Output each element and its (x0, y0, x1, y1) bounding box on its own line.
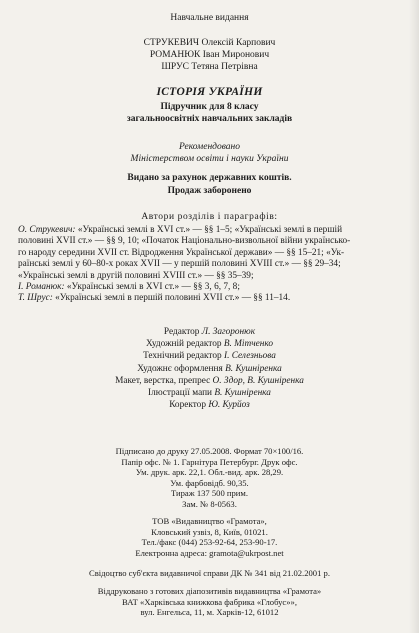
credit-name: В. Кушніренка (214, 388, 271, 399)
print-line: Ум. друк. арк. 22,1. Обл.-вид. арк. 28,29. (135, 467, 284, 478)
author-surname: РОМАНЮК (149, 50, 201, 60)
printing-line: ВАТ «Харківська книжкова фабрика «Глобус»», (122, 596, 297, 607)
credit-name: В. Кушніренка (225, 363, 282, 374)
contribution-line: половині XVII ст.» — §§ 9, 10; «Початок Національно-визвольної війни українсько- (18, 236, 351, 247)
contribution-line (18, 293, 401, 304)
authors-heading: Автори розділів і параграфів: (141, 212, 278, 222)
author-surname: ШРУС (161, 62, 190, 72)
credit-role: Макет, верстка, препрес (115, 375, 213, 386)
book-title: ІСТОРІЯ УКРАЇНИ (156, 86, 263, 98)
printing-line: Віддруковано з готових діапозитивів видавництва «Грамота» (97, 586, 322, 596)
author-line (0, 61, 419, 73)
credit-name: І. Селезньова (224, 351, 276, 362)
publisher-line: Кловський узвіз, 8, Київ, 01021. (151, 526, 268, 537)
book-subtitle (0, 101, 419, 125)
recommendation-line: Міністерством освіти і науки України (130, 154, 289, 164)
print-line: Ум. фарбовідб. 90,35. (170, 477, 249, 488)
recommendation-line: Рекомендовано (179, 142, 240, 152)
printing-house-info (0, 586, 419, 618)
publisher-line: ТОВ «Видавництво «Грамота», (152, 516, 267, 526)
funding-line: Видано за рахунок державних коштів. (127, 173, 292, 183)
contribution-line (18, 282, 401, 293)
print-line: Тираж 137 500 прим. (171, 488, 248, 499)
author-line (0, 49, 419, 61)
print-line: Підписано до друку 27.05.2008. Формат 70×100/16. (115, 446, 304, 456)
contribution-list (18, 225, 401, 305)
page-edge-shadow (409, 0, 419, 633)
contribution-text: «Українські землі в XVI ст.» — §§ 3, 6, 7, 8; (64, 282, 240, 293)
contributor-name: І. Романюк: (18, 282, 65, 293)
credit-line (0, 338, 419, 350)
credit-line (0, 350, 419, 362)
author-line (0, 37, 419, 49)
author-list (0, 37, 419, 73)
author-surname: СТРУКЕВИЧ (143, 38, 200, 48)
editorial-credits (0, 326, 419, 411)
credit-name: Ю. Курйоз (208, 400, 250, 411)
contributor-name: О. Струкевич: (18, 225, 76, 235)
print-details (0, 446, 419, 510)
author-given-name: Іван Миронович (202, 50, 270, 60)
credit-role: Коректор (169, 400, 209, 411)
credit-line (0, 399, 419, 411)
credit-name: Л. Загоронюк (201, 327, 256, 337)
print-line: Папір офс. № 1. Гарнітура Петербург. Друк офс. (121, 456, 298, 467)
contribution-text: «Українські землі в першій половині XVII ст.» — §§ 11–14. (52, 293, 291, 304)
contribution-line: го народу середини XVII ст. Відродження Української держави» — §§ 15–21; «Ук- (18, 247, 345, 258)
credit-name: В. Мітченко (223, 339, 274, 350)
publisher-line: Електронна адреса: gramota@ukrpost.net (135, 547, 284, 558)
print-line: Зам. № 8-0563. (182, 498, 237, 509)
publisher-info (0, 516, 419, 558)
credit-line (0, 387, 419, 399)
subtitle-line: загальноосвітніх навчальних закладів (126, 114, 293, 124)
credit-role: Художній редактор (145, 339, 224, 350)
publisher-certificate: Свідоцтво суб'єкта видавничої справи ДК № 341 від 21.02.2001 р. (89, 568, 330, 578)
contribution-line: «Українські землі в другій половині XVIII ст.» — §§ 35–39; (18, 270, 254, 281)
credit-name: О. Здор, В. Кушніренка (212, 375, 304, 386)
credit-line (0, 363, 419, 375)
author-given-name: Олексій Карпович (201, 38, 276, 48)
recommendation (0, 141, 419, 165)
author-given-name: Тетяна Петрівна (191, 62, 258, 72)
printing-line: вул. Енгельса, 11, м. Харків-12, 61012 (140, 607, 279, 618)
contributor-name: Т. Шрус: (18, 293, 53, 304)
credit-role: Ілюстрації мапи (148, 388, 215, 399)
publisher-line: Тел./факс (044) 253-92-64, 253-90-17. (141, 537, 278, 548)
credit-role: Художнє оформлення (137, 363, 226, 374)
funding-line: Продаж заборонено (167, 186, 252, 196)
subtitle-line: Підручник для 8 класу (160, 102, 259, 112)
credit-role: Редактор (163, 327, 202, 337)
credit-role: Технічний редактор (143, 351, 224, 362)
contribution-line (18, 225, 401, 236)
credit-line (0, 326, 419, 338)
funding-notice (0, 172, 419, 198)
edition-type: Навчальне видання (170, 13, 249, 23)
contribution-line: раїнські землі у 60–80-х роках XVII — у першій половині XVIII ст.» — §§ 29–34; (18, 259, 341, 270)
credit-line (0, 375, 419, 387)
contribution-text: «Українські землі в XVI ст.» — §§ 1–5; «Українські землі в першій (75, 225, 343, 235)
